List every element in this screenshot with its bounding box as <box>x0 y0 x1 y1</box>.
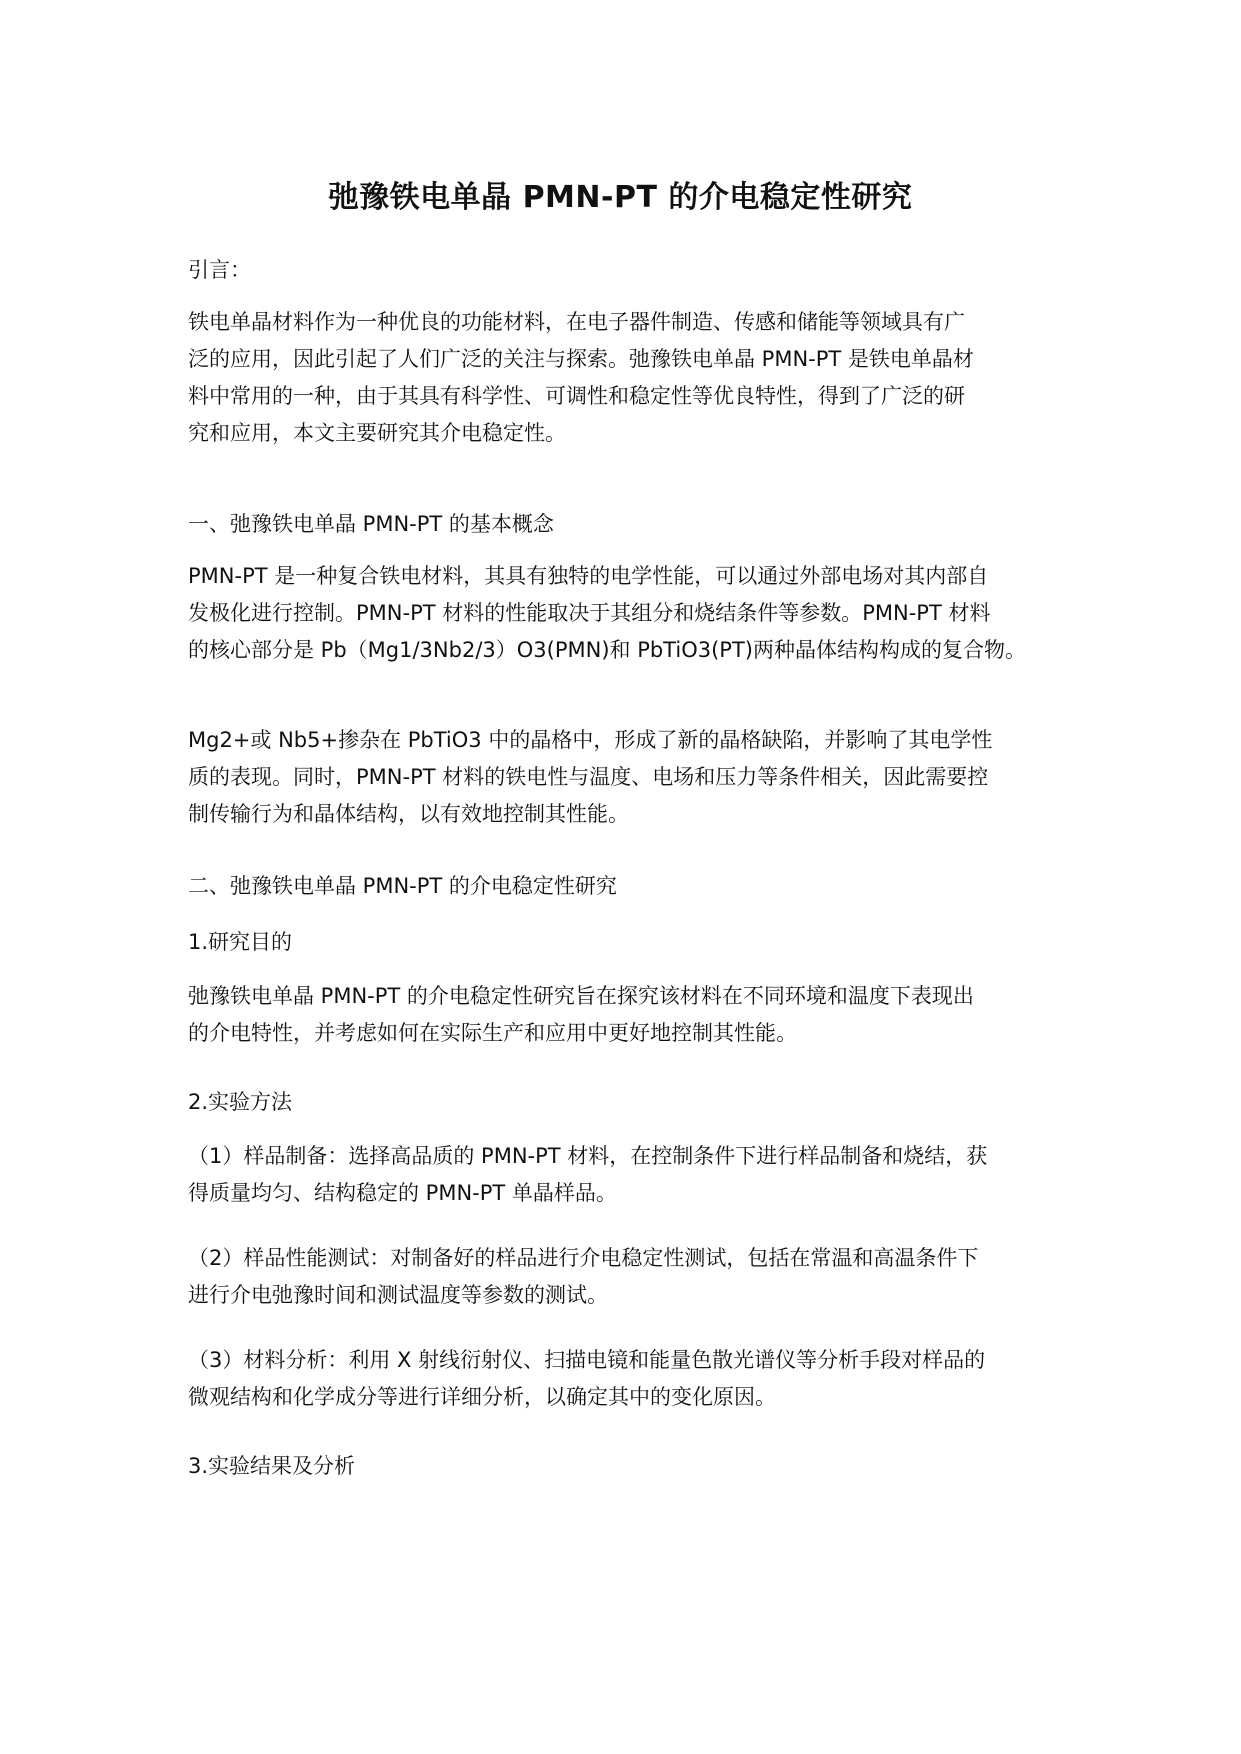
text-line: 进行介电弛豫时间和测试温度等参数的测试。 <box>188 1283 608 1307</box>
text-line: （3）材料分析：利用 X 射线衍射仪、扫描电镜和能量色散光谱仪等分析手段对样品的 <box>188 1348 986 1372</box>
text-line: 微观结构和化学成分等进行详细分析，以确定其中的变化原因。 <box>188 1385 776 1409</box>
document-title: 弛豫铁电单晶 PMN-PT 的介电稳定性研究 <box>328 180 913 215</box>
intro-paragraph <box>188 304 1068 452</box>
subsection-heading <box>188 924 1068 961</box>
text-line: 料中常用的一种，由于其具有科学性、可调性和稳定性等优良特性，得到了广泛的研 <box>188 384 965 408</box>
text-line: 的核心部分是 Pb（Mg1/3Nb2/3）O3(PMN)和 PbTiO3(PT)两种晶体结构构成的复合物。 <box>188 638 1026 662</box>
text-line: （1）样品制备：选择高品质的 PMN-PT 材料，在控制条件下进行样品制备和烧结，获 <box>188 1144 988 1168</box>
text-line: （2）样品性能测试：对制备好的样品进行介电稳定性测试，包括在常温和高温条件下 <box>188 1246 979 1270</box>
section-heading <box>188 506 1068 543</box>
text-line: 二、弛豫铁电单晶 PMN-PT 的介电稳定性研究 <box>188 874 617 898</box>
method-step-1 <box>188 1138 1068 1212</box>
text-line: 3.实验结果及分析 <box>188 1454 356 1478</box>
section-1-paragraph-2 <box>188 722 1068 833</box>
text-line: 得质量均匀、结构稳定的 PMN-PT 单晶样品。 <box>188 1181 617 1205</box>
text-line: 发极化进行控制。PMN-PT 材料的性能取决于其组分和烧结条件等参数。PMN-PT 材料 <box>188 601 991 625</box>
text-line: 铁电单晶材料作为一种优良的功能材料，在电子器件制造、传感和储能等领域具有广 <box>188 310 965 334</box>
subsection-heading <box>188 1084 1068 1121</box>
method-step-2 <box>188 1240 1068 1314</box>
text-line: 泛的应用，因此引起了人们广泛的关注与探索。弛豫铁电单晶 PMN-PT 是铁电单晶材 <box>188 347 974 371</box>
section-heading <box>188 868 1068 905</box>
intro-label <box>188 252 1068 289</box>
text-line: 一、弛豫铁电单晶 PMN-PT 的基本概念 <box>188 512 554 536</box>
text-line: 质的表现。同时，PMN-PT 材料的铁电性与温度、电场和压力等条件相关，因此需要控 <box>188 765 989 789</box>
text-line: 的介电特性，并考虑如何在实际生产和应用中更好地控制其性能。 <box>188 1021 797 1045</box>
text-line: 究和应用，本文主要研究其介电稳定性。 <box>188 421 566 445</box>
text-line: 引言： <box>188 258 251 282</box>
text-line: 1.研究目的 <box>188 930 293 954</box>
text-line: 2.实验方法 <box>188 1090 293 1114</box>
text-line: 制传输行为和晶体结构，以有效地控制其性能。 <box>188 802 629 826</box>
text-line: PMN-PT 是一种复合铁电材料，其具有独特的电学性能，可以通过外部电场对其内部自 <box>188 564 989 588</box>
subsection-heading <box>188 1448 1068 1485</box>
method-step-3 <box>188 1342 1068 1416</box>
text-line: 弛豫铁电单晶 PMN-PT 的介电稳定性研究旨在探究该材料在不同环境和温度下表现出 <box>188 984 974 1008</box>
subsection-1-paragraph <box>188 978 1068 1052</box>
text-line: Mg2+或 Nb5+掺杂在 PbTiO3 中的晶格中，形成了新的晶格缺陷，并影响了其电学性 <box>188 728 993 752</box>
section-1-paragraph-1 <box>188 558 1068 669</box>
